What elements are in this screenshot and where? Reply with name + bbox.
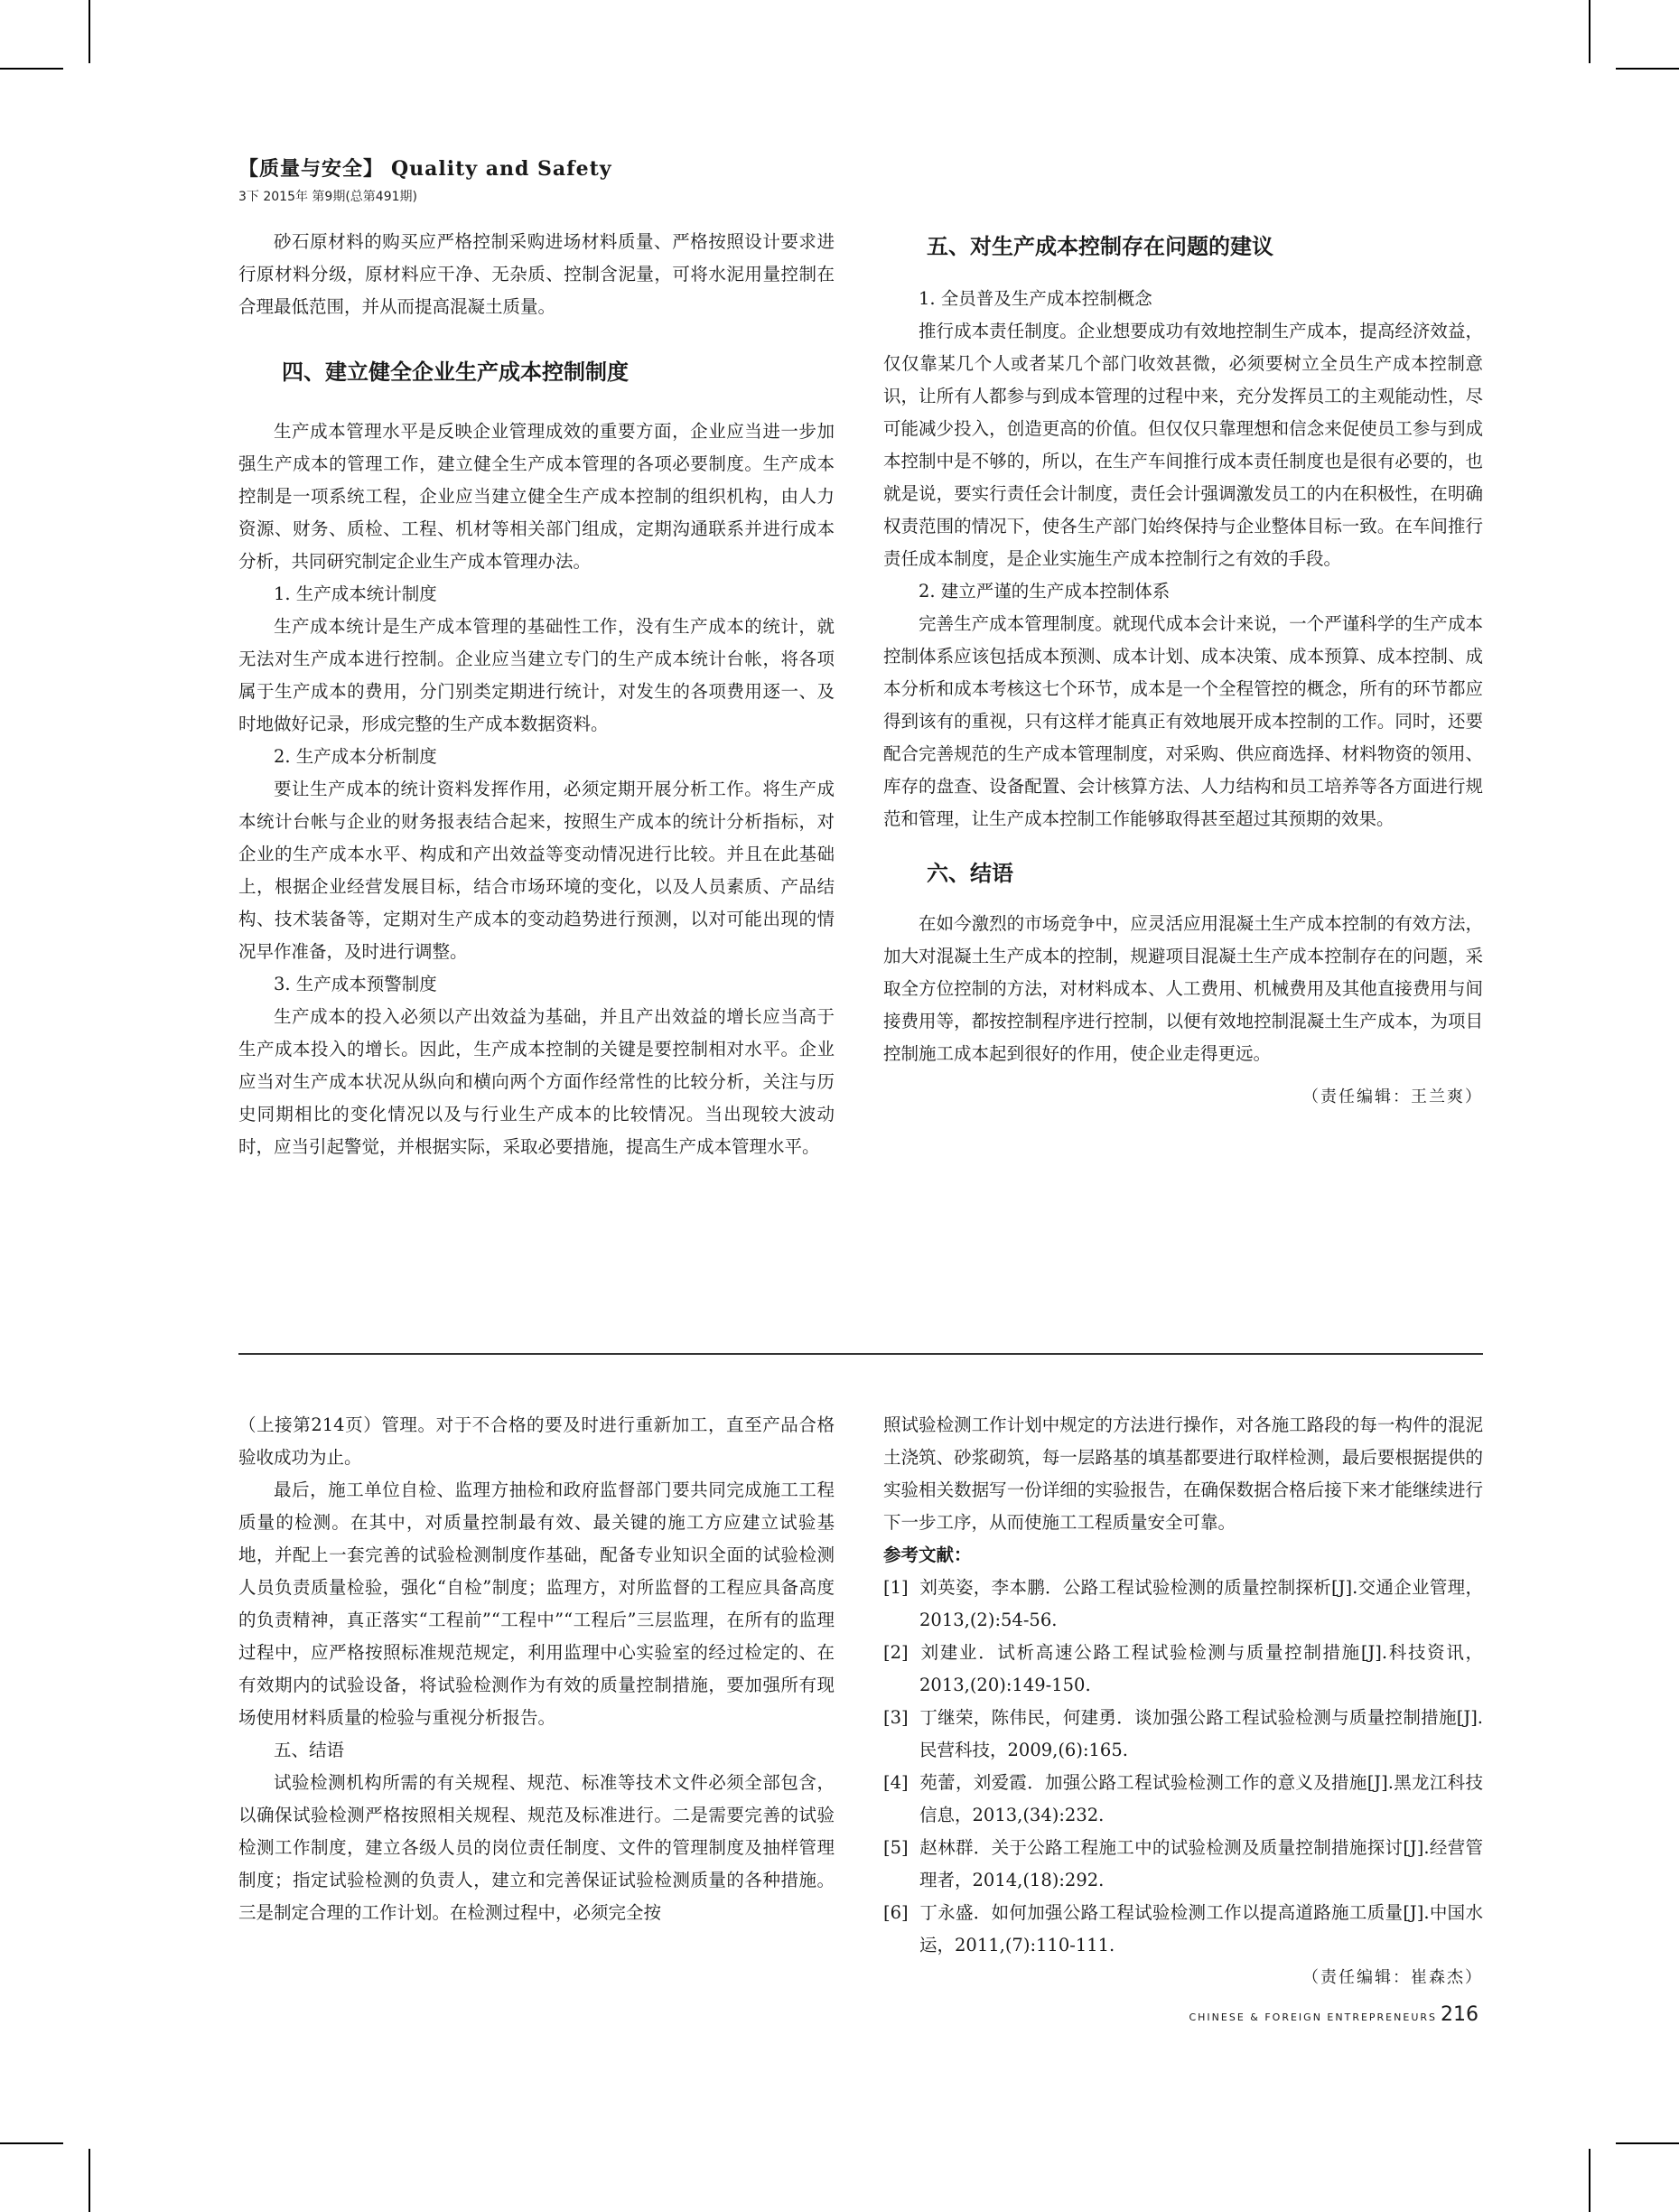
paragraph: 推行成本责任制度。企业想要成功有效地控制生产成本，提高经济效益，仅仅靠某几个人或者某几个部门收效甚微，必须要树立全员生产成本控制意识，让所有人都参与到成本管理的过程中来，充分发挥员工的主观能动性，尽可能减少投入，创造更高的价值。但仅仅只靠理想和信念来促使员工参与到成本控制中是不够的，所以，在生产车间推行成本责任制度也是很有必要的，也就是说，要实行责任会计制度，责任会计强调激发员工的内在积极性，在明确权责范围的情况下，使各生产部门始终保持与企业整体目标一致。在车间推行责任成本制度，是企业实施生产成本控制行之有效的手段。	[883, 321, 1483, 569]
paragraph: 完善生产成本管理制度。就现代成本会计来说，一个严谨科学的生产成本控制体系应该包括成本预测、成本计划、成本决策、成本预算、成本控制、成本分析和成本考核这七个环节，成本是一个全程管控的概念，所有的环节都应得到该有的重视，只有这样才能真正有效地展开成本控制的工作。同时，还要配合完善规范的生产成本管理制度，对采购、供应商选择、材料物资的领用、库存的盘查、设备配置、会计核算方法、人力结构和员工培养等各方面进行规范和管理，让生产成本控制工作能够取得甚至超过其预期的效果。	[883, 613, 1483, 829]
crop-mark	[1616, 2142, 1679, 2144]
section-heading: 六、结语	[927, 861, 1013, 886]
reference-item: [1] 刘英姿，李本鹏．公路工程试验检测的质量控制探析[J].交通企业管理，2013,(2):54-56.	[883, 1577, 1483, 1630]
paragraph: 在如今激烈的市场竞争中，应灵活应用混凝土生产成本控制的有效方法，加大对混凝土生产成本的控制，规避项目混凝土生产成本控制存在的问题，采取全方位控制的方法，对材料成本、人工费用、机械费用及其他直接费用与间接费用等，都按控制程序进行控制，以便有效地控制混凝土生产成本，为项目控制施工成本起到很好的作用，使企业走得更远。	[883, 913, 1483, 1064]
paragraph: 最后，施工单位自检、监理方抽检和政府监督部门要共同完成施工工程质量的检测。在其中，对质量控制最有效、最关键的施工方应建立试验基地，并配上一套完善的试验检测制度作基础，配备专业知识全面的试验检测人员负责质量检验，强化“自检”制度；监理方，对所监督的工程应具备高度的负责精神，真正落实“工程前”“工程中”“工程后”三层监理，在所有的监理过程中，应严格按照标准规范规定，利用监理中心实验室的经过检定的、在有效期内的试验设备，将试验检测作为有效的质量控制措施，要加强所有现场使用材料质量的检验与重视分析报告。	[238, 1479, 835, 1728]
top-right-column	[883, 230, 1483, 1114]
crop-mark	[1589, 2149, 1590, 2212]
subheading: 2. 生产成本分析制度	[274, 746, 437, 767]
crop-mark	[0, 2142, 63, 2144]
paragraph: 要让生产成本的统计资料发挥作用，必须定期开展分析工作。将生产成本统计台帐与企业的财务报表结合起来，按照生产成本的统计分析指标，对企业的生产成本水平、构成和产出效益等变动情况进行比较。并且在此基础上，根据企业经营发展目标，结合市场环境的变化，以及人员素质、产品结构、技术装备等，定期对生产成本的变动趋势进行预测，以对可能出现的情况早作准备，及时进行调整。	[238, 779, 835, 962]
section-heading: 五、对生产成本控制存在问题的建议	[927, 234, 1273, 259]
crop-mark	[89, 0, 90, 63]
running-header	[238, 154, 612, 205]
reference-item: [6] 丁永盛．如何加强公路工程试验检测工作以提高道路施工质量[J].中国水运，2011,(7):110-111.	[883, 1902, 1483, 1955]
journal-name: CHINESE & FOREIGN ENTREPRENEURS	[1189, 2011, 1437, 2023]
paragraph: 照试验检测工作计划中规定的方法进行操作，对各施工路段的每一构件的混泥土浇筑、砂浆砌筑，每一层路基的填基都要进行取样检测，最后要根据提供的实验相关数据写一份详细的实验报告，在确保数据合格后接下来才能继续进行下一步工序，从而使施工工程质量安全可靠。	[883, 1414, 1483, 1533]
paragraph: 生产成本管理水平是反映企业管理成效的重要方面，企业应当进一步加强生产成本的管理工作，建立健全生产成本管理的各项必要制度。生产成本控制是一项系统工程，企业应当建立健全生产成本控制的组织机构，由人力资源、财务、质检、工程、机材等相关部门组成，定期沟通联系并进行成本分析，共同研究制定企业生产成本管理办法。	[238, 421, 835, 572]
editor-credit: （责任编辑：王兰爽）	[1302, 1087, 1483, 1106]
paragraph: 试验检测机构所需的有关规程、规范、标准等技术文件必须全部包含，以确保试验检测严格按照相关规程、规范及标准进行。二是需要完善的试验检测工作制度，建立各级人员的岗位责任制度、文件的管理制度及抽样管理制度；指定试验检测的负责人，建立和完善保证试验检测质量的各种措施。三是制定合理的工作计划。在检测过程中，必须完全按	[238, 1772, 835, 1923]
bottom-right-column	[883, 1409, 1483, 1994]
crop-mark	[89, 2149, 90, 2212]
subheading: 3. 生产成本预警制度	[274, 974, 437, 994]
bottom-left-column	[238, 1409, 835, 1929]
paragraph: 砂石原材料的购买应严格控制采购进场材料质量、严格按照设计要求进行原材料分级，原材料应干净、无杂质、控制含泥量，可将水泥用量控制在合理最低范围，并从而提高混凝土质量。	[238, 231, 835, 317]
paragraph: 生产成本统计是生产成本管理的基础性工作，没有生产成本的统计，就无法对生产成本进行控制。企业应当建立专门的生产成本统计台帐，将各项属于生产成本的费用，分门别类定期进行统计，对发生的各项费用逐一、及时地做好记录，形成完整的生产成本数据资料。	[238, 616, 835, 734]
subheading: 1. 全员普及生产成本控制概念	[919, 288, 1152, 309]
section-title-cn: 【质量与安全】	[238, 158, 385, 181]
section-title	[238, 154, 612, 182]
paragraph: 生产成本的投入必须以产出效益为基础，并且产出效益的增长应当高于生产成本投入的增长。因此，生产成本控制的关键是要控制相对水平。企业应当对生产成本状况从纵向和横向两个方面作经常性的比较分析，关注与历史同期相比的变化情况以及与行业生产成本的比较情况。当出现较大波动时，应当引起警觉，并根据实际，采取必要措施，提高生产成本管理水平。	[238, 1006, 835, 1157]
section-title-en: Quality and Safety	[391, 157, 612, 181]
section-heading: 四、建立健全企业生产成本控制制度	[282, 359, 629, 385]
crop-mark	[1616, 68, 1679, 70]
reference-item: [4] 苑蕾，刘爱霞．加强公路工程试验检测工作的意义及措施[J].黑龙江科技信息，2013,(34):232.	[883, 1772, 1483, 1825]
crop-mark	[1589, 0, 1590, 63]
references-title: 参考文献：	[883, 1545, 972, 1565]
issue-info: 3下 2015年 第9期(总第491期)	[238, 190, 417, 204]
reference-item: [5] 赵林群．关于公路工程施工中的试验检测及质量控制措施探讨[J].经营管理者，2014,(18):292.	[883, 1837, 1483, 1890]
section-divider	[238, 1353, 1483, 1355]
top-left-column	[238, 226, 835, 1163]
page-footer	[1189, 2003, 1478, 2026]
reference-item: [2] 刘建业．试析高速公路工程试验检测与质量控制措施[J].科技资讯，2013,(20):149-150.	[883, 1642, 1483, 1695]
reference-item: [3] 丁继荣，陈伟民，何建勇．谈加强公路工程试验检测与质量控制措施[J].民营科技，2009,(6):165.	[883, 1707, 1483, 1760]
page-number: 216	[1441, 2003, 1478, 2026]
subheading: 2. 建立严谨的生产成本控制体系	[919, 581, 1171, 602]
subheading: 五、结语	[274, 1740, 345, 1760]
subheading: 1. 生产成本统计制度	[274, 583, 437, 604]
crop-mark	[0, 68, 63, 70]
paragraph: （上接第214页）管理。对于不合格的要及时进行重新加工，直至产品合格验收成功为止。	[238, 1414, 835, 1468]
editor-credit: （责任编辑：崔森杰）	[1302, 1968, 1483, 1987]
